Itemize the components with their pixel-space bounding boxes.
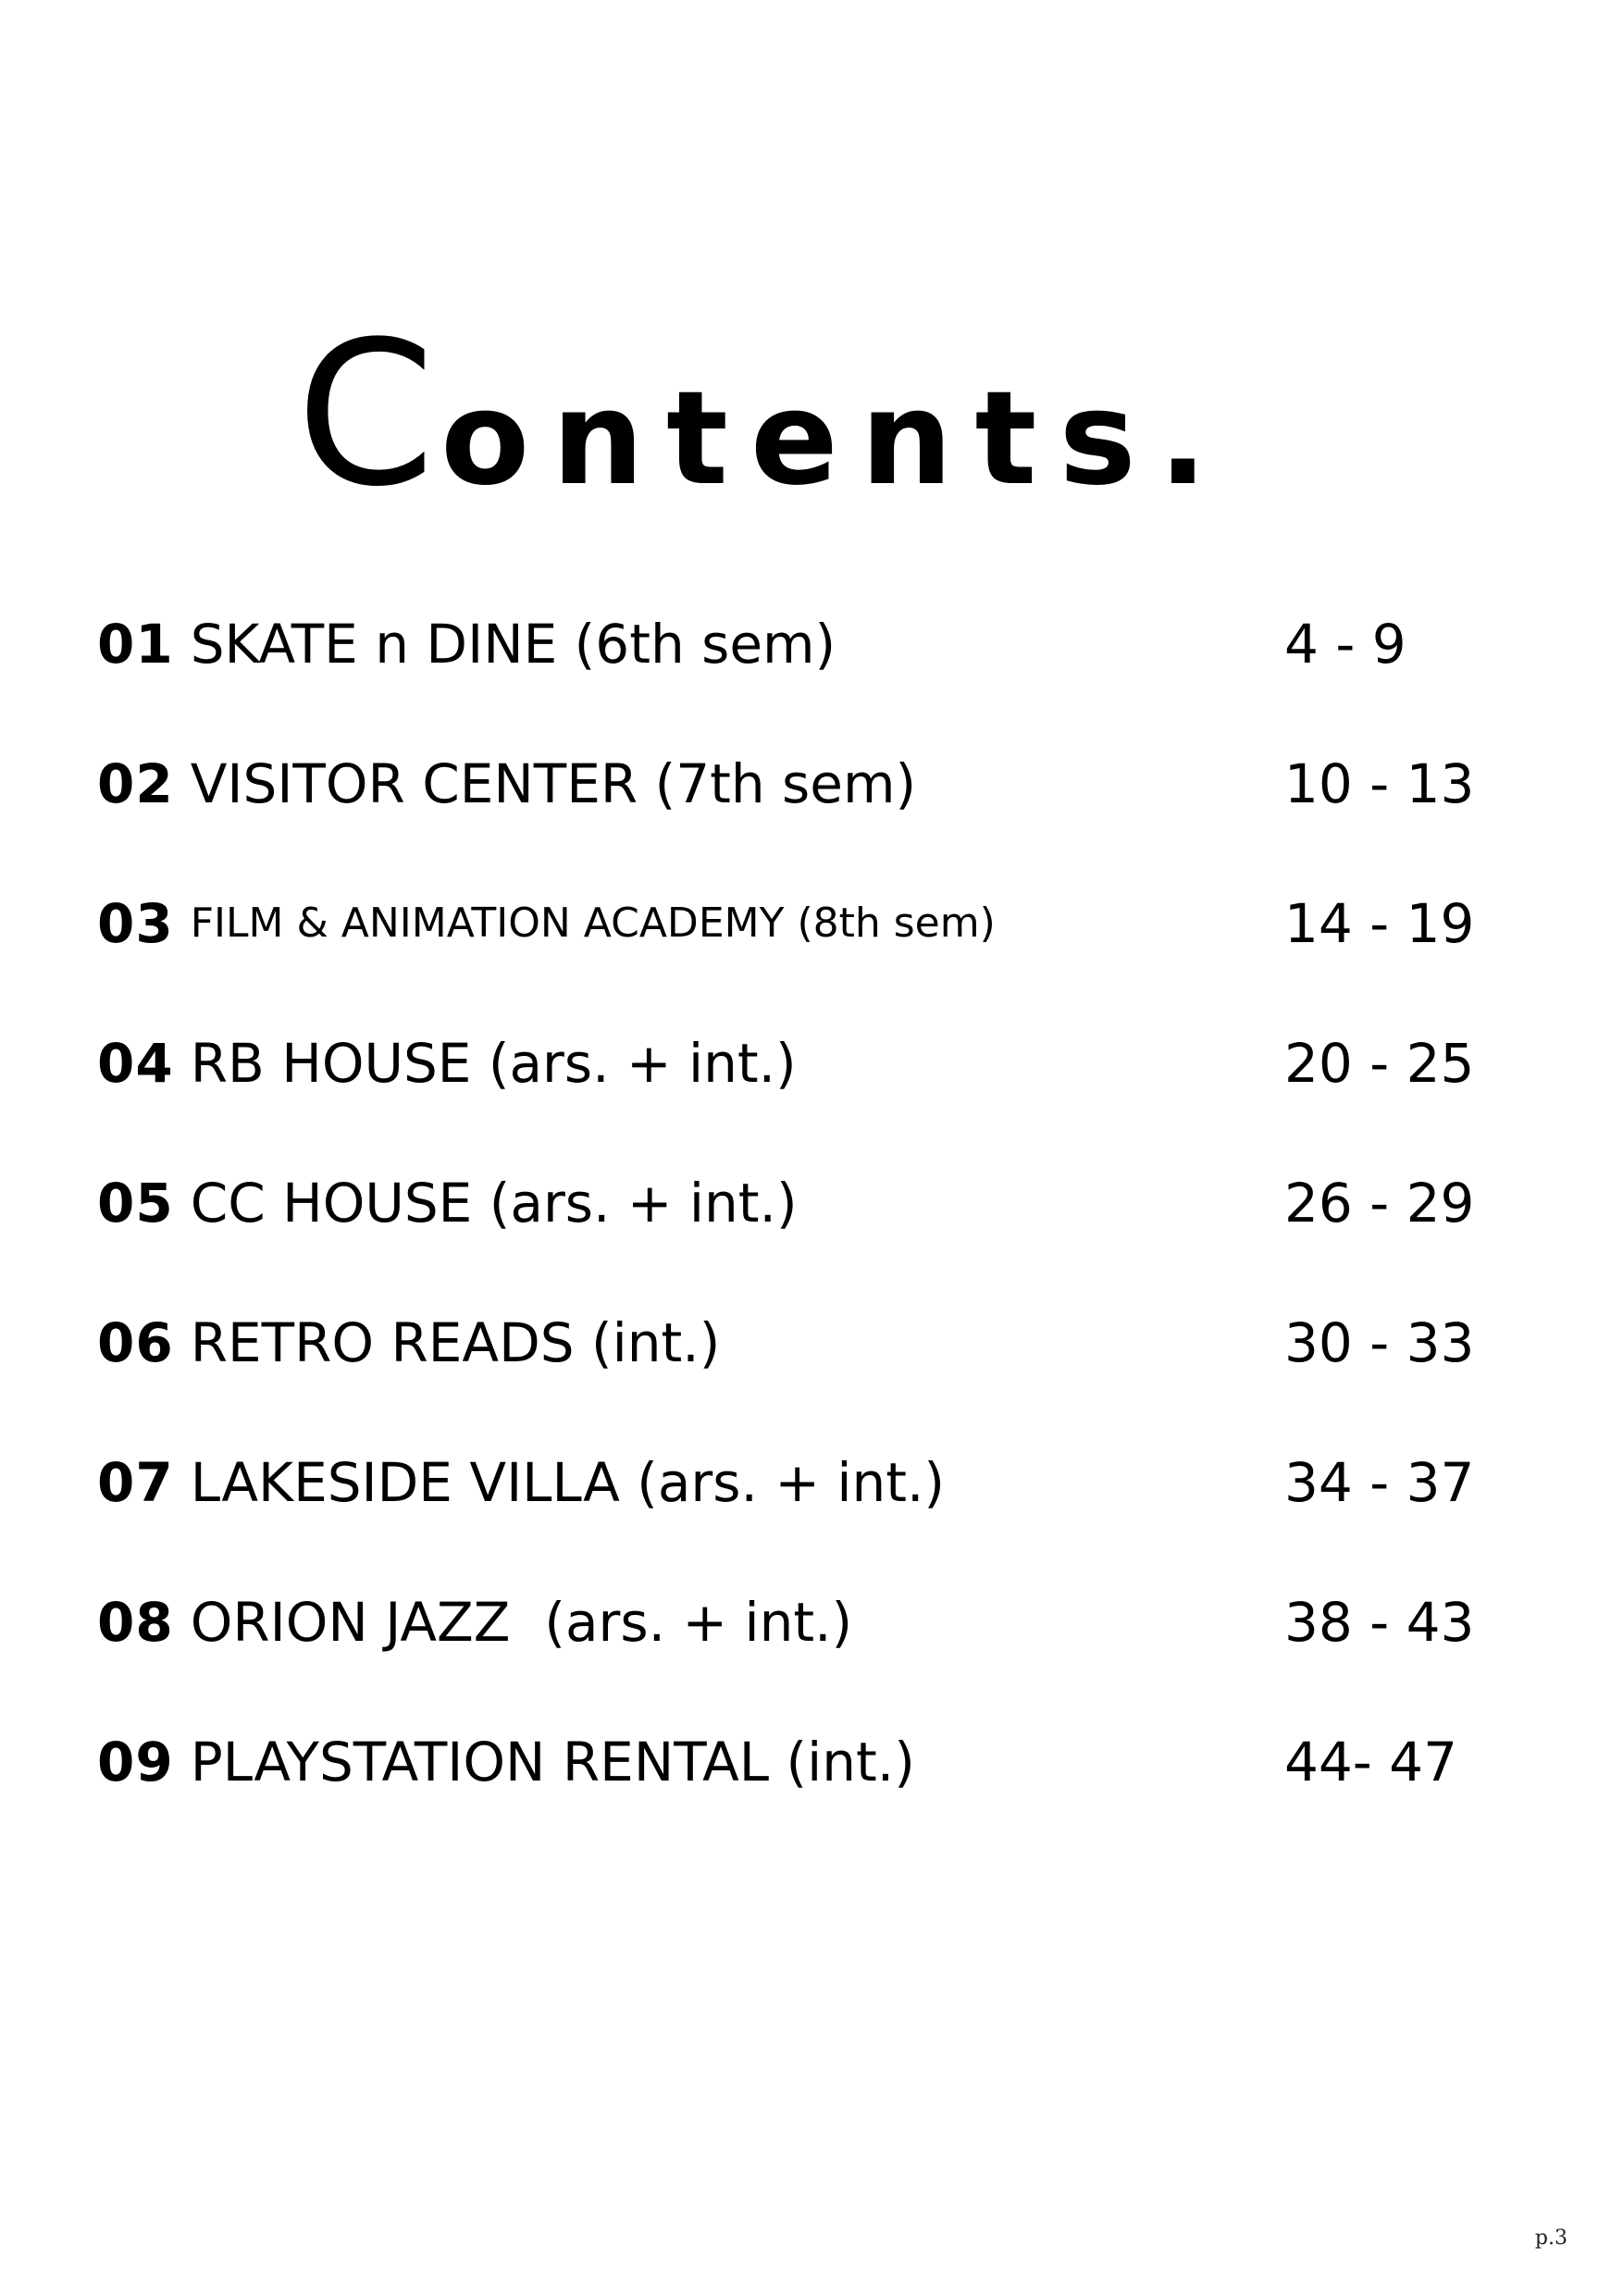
toc-entry <box>97 714 1541 853</box>
toc-entry <box>97 574 1541 714</box>
toc-entry <box>97 1133 1541 1272</box>
toc-entry <box>97 1692 1541 1831</box>
entry-title: RETRO READS (int.) <box>190 1310 721 1374</box>
entry-page-range: 30 - 33 <box>1284 1310 1475 1374</box>
entry-title: FILM & ANIMATION ACADEMY (8th sem) <box>190 899 996 947</box>
entry-title: RB HOUSE (ars. + int.) <box>190 1031 797 1095</box>
entry-title: ORION JAZZ (ars. + int.) <box>190 1590 853 1654</box>
title-rest: ontents. <box>440 364 1230 515</box>
entry-number: 03 <box>97 891 174 955</box>
title-initial: C <box>296 298 441 530</box>
entry-title: PLAYSTATION RENTAL (int.) <box>190 1730 915 1793</box>
entry-page-range: 44- 47 <box>1284 1730 1457 1793</box>
entry-title: VISITOR CENTER (7th sem) <box>190 751 917 815</box>
entry-page-range: 20 - 25 <box>1284 1031 1475 1095</box>
page-title <box>296 298 1230 530</box>
toc-entry <box>97 1552 1541 1692</box>
entry-number: 04 <box>97 1031 174 1095</box>
entry-title: LAKESIDE VILLA (ars. + int.) <box>190 1450 946 1514</box>
entry-number: 02 <box>97 751 174 815</box>
toc-entry <box>97 853 1541 993</box>
entry-number: 07 <box>97 1450 174 1514</box>
entry-number: 06 <box>97 1310 174 1374</box>
entry-page-range: 34 - 37 <box>1284 1450 1475 1514</box>
toc-entry <box>97 1272 1541 1412</box>
toc-entry <box>97 993 1541 1133</box>
entry-title: CC HOUSE (ars. + int.) <box>190 1171 798 1235</box>
entry-title: SKATE n DINE (6th sem) <box>190 612 836 676</box>
entry-number: 09 <box>97 1730 174 1793</box>
toc-entry <box>97 1412 1541 1552</box>
table-of-contents <box>97 574 1541 1831</box>
entry-page-range: 38 - 43 <box>1284 1590 1475 1654</box>
entry-number: 08 <box>97 1590 174 1654</box>
entry-page-range: 4 - 9 <box>1284 612 1406 676</box>
entry-page-range: 26 - 29 <box>1284 1171 1475 1235</box>
entry-page-range: 10 - 13 <box>1284 751 1475 815</box>
entry-number: 05 <box>97 1171 174 1235</box>
page-number: p.3 <box>1534 2227 1567 2250</box>
entry-page-range: 14 - 19 <box>1284 891 1475 955</box>
entry-number: 01 <box>97 612 174 676</box>
